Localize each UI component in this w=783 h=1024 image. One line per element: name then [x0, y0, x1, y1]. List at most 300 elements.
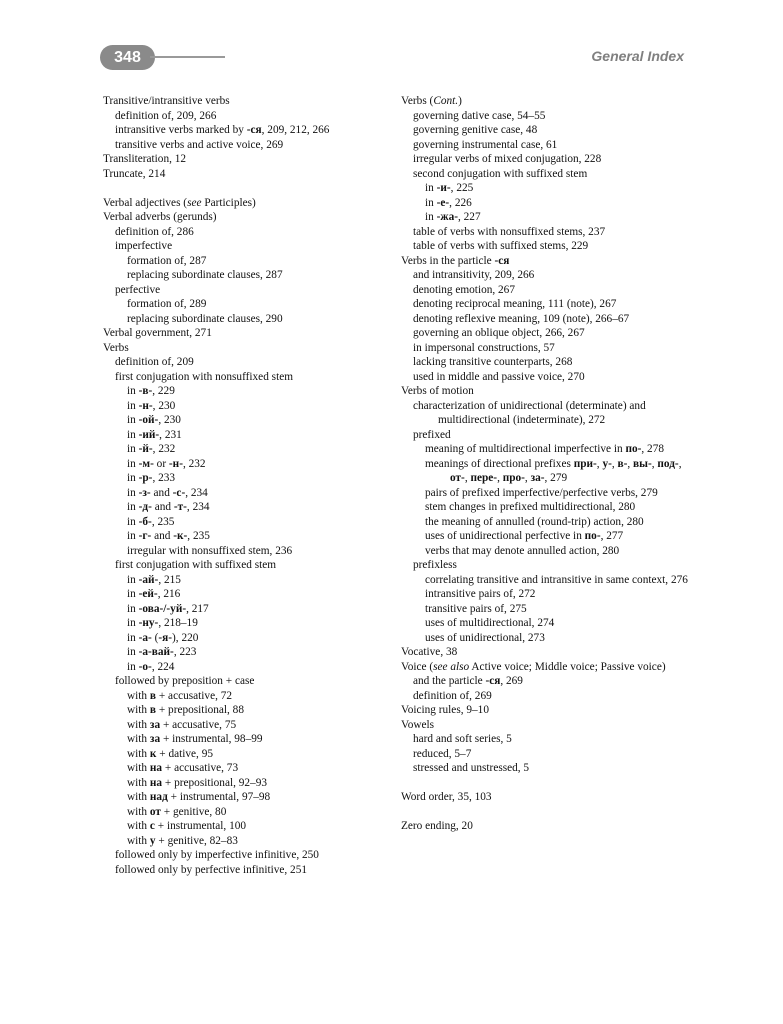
- entry-text: governing dative case, 54–55: [413, 109, 546, 122]
- index-subsubentry: [103, 428, 393, 443]
- index-subentry: [401, 428, 701, 443]
- index-subentry: [103, 355, 393, 370]
- russian-term: -н-: [138, 399, 153, 412]
- entry-text: , 235: [151, 515, 175, 528]
- entry-text: ,: [678, 457, 682, 470]
- entry-text: Verbal government, 271: [103, 327, 212, 339]
- entry-text: in: [127, 457, 139, 470]
- entry-text: intransitive pairs of, 272: [425, 588, 536, 600]
- entry-text: ,: [464, 472, 471, 484]
- entry-text: + dative, 95: [156, 747, 214, 760]
- index-subsubentry: [401, 500, 701, 515]
- entry-text: ,: [596, 457, 603, 470]
- entry-text: , 225: [450, 182, 474, 194]
- entry-text: governing genitive case, 48: [413, 124, 538, 136]
- russian-term: за: [149, 718, 161, 731]
- entry-text: with: [127, 805, 150, 818]
- entry-text: definition of, 286: [115, 225, 194, 238]
- index-subentry: [401, 326, 701, 341]
- index-subentry: [401, 747, 701, 762]
- russian-term: -е-: [436, 196, 450, 209]
- index-subsubentry: [401, 573, 701, 588]
- entry-text: in: [127, 617, 139, 629]
- index-subsubentry: [103, 544, 393, 559]
- entry-text: followed only by imperfective infinitive, 250: [115, 849, 319, 861]
- entry-text: , 232: [152, 443, 176, 455]
- index-subsubentry: [103, 834, 393, 849]
- entry-text: in: [425, 211, 437, 223]
- entry-text: , 230: [158, 414, 181, 426]
- entry-text: , 226: [449, 196, 472, 209]
- index-subsubentry: [103, 312, 393, 327]
- entry-text: Transitive/intransitive verbs: [103, 95, 230, 107]
- entry-text: uses of multidirectional, 274: [425, 617, 555, 629]
- entry-text: stem changes in prefixed multidirectional, 280: [425, 501, 636, 513]
- entry-text: prefixless: [413, 559, 457, 571]
- russian-term: под-: [657, 457, 679, 470]
- russian-term: -р-: [138, 472, 153, 484]
- entry-text: , 278: [641, 443, 664, 455]
- russian-term: у-: [602, 457, 612, 470]
- index-subentry: [103, 674, 393, 689]
- russian-term: от: [149, 805, 161, 818]
- russian-term: в: [149, 704, 157, 716]
- entry-text: , 229: [152, 385, 175, 397]
- index-entry: [103, 196, 393, 211]
- entry-text: definition of, 269: [413, 689, 492, 702]
- index-subsubentry: [401, 616, 701, 631]
- index-subsubentry: [103, 805, 393, 820]
- russian-term: -ей-: [138, 588, 158, 600]
- running-title: General Index: [591, 48, 684, 64]
- russian-term: -с-: [172, 486, 186, 499]
- entry-text: Voicing rules, 9–10: [401, 704, 489, 716]
- entry-text: uses of unidirectional perfective in: [425, 530, 585, 542]
- russian-term: -жа-: [436, 211, 458, 223]
- entry-text: , 218–19: [158, 617, 198, 629]
- italic-text: Cont.: [433, 95, 459, 107]
- entry-text: , 230: [152, 399, 176, 412]
- entry-text: + instrumental, 97–98: [167, 791, 271, 803]
- index-subsubentry: [401, 515, 701, 530]
- entry-text: , 234: [186, 501, 210, 513]
- entry-text: with: [127, 820, 150, 832]
- entry-text: Verbs of motion: [401, 385, 474, 397]
- entry-text: , 215: [158, 573, 181, 586]
- entry-text: first conjugation with suffixed stem: [115, 559, 277, 571]
- entry-text: replacing subordinate clauses, 287: [127, 269, 283, 281]
- index-subsubentry: [401, 210, 701, 225]
- entry-text: first conjugation with nonsuffixed stem: [115, 370, 294, 383]
- entry-text: with: [127, 762, 150, 774]
- russian-term: на: [149, 762, 163, 774]
- entry-text: , 232: [182, 457, 206, 470]
- index-subsubentry: [103, 689, 393, 704]
- entry-text: (: [151, 631, 159, 644]
- entry-text: intransitive verbs marked by: [115, 124, 247, 136]
- entry-text: with: [127, 834, 150, 847]
- russian-term: про-: [502, 472, 525, 484]
- entry-text: used in middle and passive voice, 270: [413, 370, 585, 383]
- entry-text: stressed and unstressed, 5: [413, 762, 530, 774]
- entry-text: irregular with nonsuffixed stem, 236: [127, 544, 293, 557]
- index-subsubentry: [103, 384, 393, 399]
- index-subsubentry: [103, 529, 393, 544]
- russian-term: -ся: [494, 254, 510, 267]
- entry-text: , 217: [186, 602, 209, 615]
- entry-text: replacing subordinate clauses, 290: [127, 312, 283, 325]
- entry-text: governing an oblique object, 266, 267: [413, 327, 585, 339]
- entry-text: pairs of prefixed imperfective/perfective verbs, 279: [425, 486, 658, 499]
- russian-term: -н-: [168, 457, 183, 470]
- index-subsubentry: [401, 631, 701, 646]
- index-subentry: [103, 138, 393, 153]
- entry-text: ), 220: [172, 631, 199, 644]
- index-subsubentry: [103, 790, 393, 805]
- index-entry: [401, 819, 701, 834]
- entry-text: governing instrumental case, 61: [413, 138, 558, 151]
- index-subsubentry: [103, 819, 393, 834]
- entry-text: Verbal adjectives (: [103, 196, 188, 209]
- index-subsubentry: [103, 500, 393, 515]
- index-subentry: [401, 152, 701, 167]
- entry-text: the meaning of annulled (round-trip) action, 280: [425, 515, 644, 528]
- russian-term: от-: [450, 472, 465, 484]
- russian-term: к: [149, 747, 157, 760]
- russian-term: -ся: [246, 124, 262, 136]
- entry-text: in: [127, 472, 139, 484]
- russian-term: -б-: [138, 515, 152, 528]
- entry-text: imperfective: [115, 240, 173, 252]
- russian-term: -а-: [138, 631, 152, 644]
- russian-term: -в-: [138, 385, 153, 397]
- index-subsubentry: [401, 181, 701, 196]
- index-subentry: [103, 239, 393, 254]
- entry-text: in impersonal constructions, 57: [413, 341, 555, 354]
- index-entry: [401, 254, 701, 269]
- entry-text: + accusative, 75: [160, 718, 237, 731]
- entry-text: in: [127, 602, 139, 615]
- entry-text: and: [151, 530, 174, 542]
- entry-text: + instrumental, 100: [154, 820, 247, 832]
- entry-text: Transliteration, 12: [103, 153, 187, 165]
- entry-text: , 233: [152, 472, 176, 484]
- entry-text: denoting reciprocal meaning, 111 (note), 267: [413, 298, 617, 310]
- index-subsubentry: [103, 442, 393, 457]
- index-entry: [103, 210, 393, 225]
- entry-text: , 216: [157, 588, 181, 600]
- entry-text: , 223: [173, 646, 197, 658]
- index-subsubentry: [401, 486, 701, 501]
- russian-term: -д-: [138, 501, 152, 513]
- entry-text: + genitive, 82–83: [155, 834, 238, 847]
- index-subentry: [401, 225, 701, 240]
- russian-term: в: [149, 689, 157, 702]
- entry-text: or: [153, 457, 169, 470]
- index-subentry: [103, 225, 393, 240]
- index-subsubentry: [103, 776, 393, 791]
- entry-text: in: [127, 588, 139, 600]
- russian-term: пере-: [470, 472, 498, 484]
- entry-text: Vowels: [401, 718, 435, 731]
- index-subsubentry: [103, 732, 393, 747]
- entry-text: and the particle: [413, 675, 486, 687]
- index-subsubentry: [103, 297, 393, 312]
- russian-term: вы-: [633, 457, 652, 470]
- russian-term: -и-: [436, 182, 451, 194]
- entry-text: irregular verbs of mixed conjugation, 228: [413, 153, 602, 165]
- entry-text: meanings of directional prefixes: [425, 457, 574, 470]
- index-subsubentry: [401, 602, 701, 617]
- index-subsubentry: [401, 544, 701, 559]
- entry-text: and intransitivity, 209, 266: [413, 269, 535, 281]
- index-subsubentry: [103, 268, 393, 283]
- index-subsubentry: [103, 573, 393, 588]
- entry-text: ,: [627, 457, 634, 470]
- russian-term: при-: [573, 457, 597, 470]
- index-subentry: [401, 674, 701, 689]
- russian-term: по-: [625, 443, 642, 455]
- russian-term: -ну-: [138, 617, 159, 629]
- entry-text: , 234: [185, 486, 208, 499]
- russian-term: -к-: [173, 530, 188, 542]
- russian-term: над: [149, 791, 168, 803]
- index-subentry: [401, 109, 701, 124]
- entry-text: Verbs: [103, 341, 129, 354]
- index-subsubentry: [401, 457, 701, 486]
- russian-term: за-: [530, 472, 545, 484]
- entry-text: Voice (: [401, 660, 434, 673]
- index-subsubentry: [103, 602, 393, 617]
- entry-text: reduced, 5–7: [413, 747, 472, 760]
- entry-text: in: [127, 399, 139, 412]
- index-subentry: [401, 239, 701, 254]
- entry-text: definition of, 209: [115, 356, 194, 368]
- index-subsubentry: [103, 413, 393, 428]
- entry-text: formation of, 287: [127, 254, 207, 267]
- entry-text: definition of, 209, 266: [115, 109, 217, 122]
- index-subentry: [401, 138, 701, 153]
- index-subentry: [401, 355, 701, 370]
- entry-text: in: [127, 501, 139, 513]
- index-subsubentry: [103, 631, 393, 646]
- index-subsubentry: [103, 747, 393, 762]
- index-entry: [103, 152, 393, 167]
- index-subsubentry: [401, 587, 701, 602]
- index-subentry: [401, 399, 701, 428]
- index-subentry: [401, 312, 701, 327]
- entry-text: with: [127, 776, 150, 789]
- russian-term: с: [149, 820, 155, 832]
- index-entry: [401, 718, 701, 733]
- entry-text: ): [458, 95, 462, 107]
- entry-text: hard and soft series, 5: [413, 733, 512, 745]
- entry-text: + prepositional, 88: [156, 704, 244, 716]
- entry-text: in: [127, 530, 139, 542]
- entry-text: in: [127, 443, 139, 455]
- entry-text: perfective: [115, 283, 161, 296]
- entry-text: uses of unidirectional, 273: [425, 631, 545, 644]
- russian-term: -г-: [138, 530, 152, 542]
- entry-text: Truncate, 214: [103, 167, 166, 180]
- entry-text: , 224: [151, 660, 175, 673]
- index-subsubentry: [103, 718, 393, 733]
- russian-term: -ай-: [138, 573, 159, 586]
- entry-text: Word order, 35, 103: [401, 791, 492, 803]
- russian-term: -м-: [138, 457, 154, 470]
- entry-text: transitive verbs and active voice, 269: [115, 138, 284, 151]
- index-entry: [103, 167, 393, 182]
- entry-text: in: [127, 515, 139, 528]
- index-subentry: [103, 283, 393, 298]
- entry-text: in: [127, 414, 139, 426]
- entry-text: , 231: [159, 428, 182, 441]
- entry-text: table of verbs with nonsuffixed stems, 237: [413, 225, 606, 238]
- entry-text: verbs that may denote annulled action, 280: [425, 544, 620, 557]
- page-number-badge: 348: [100, 45, 155, 70]
- index-subentry: [103, 123, 393, 138]
- entry-text: denoting emotion, 267: [413, 283, 515, 296]
- entry-text: + accusative, 72: [156, 689, 233, 702]
- entry-text: in: [127, 486, 139, 499]
- index-subsubentry: [401, 529, 701, 544]
- index-subentry: [401, 732, 701, 747]
- entry-text: + prepositional, 92–93: [162, 776, 267, 789]
- entry-text: Zero ending, 20: [401, 820, 473, 832]
- entry-text: , 279: [544, 472, 568, 484]
- entry-text: with: [127, 747, 150, 760]
- index-subentry: [401, 123, 701, 138]
- entry-text: followed only by perfective infinitive, 251: [115, 863, 307, 876]
- russian-term: -т-: [173, 501, 187, 513]
- index-subsubentry: [103, 471, 393, 486]
- italic-text: see also: [433, 660, 470, 673]
- index-subsubentry: [103, 457, 393, 472]
- entry-text: + genitive, 80: [160, 805, 227, 818]
- russian-term: -ой-: [138, 414, 159, 426]
- entry-text: in: [127, 573, 139, 586]
- entry-text: followed by preposition + case: [115, 675, 255, 687]
- entry-text: ,: [524, 472, 531, 484]
- entry-text: , 209, 212, 266: [261, 124, 330, 136]
- entry-text: table of verbs with suffixed stems, 229: [413, 240, 589, 252]
- index-gap: [103, 181, 393, 196]
- entry-text: formation of, 289: [127, 298, 207, 310]
- russian-term: -я-: [158, 631, 173, 644]
- index-subsubentry: [103, 761, 393, 776]
- index-entry: [103, 341, 393, 356]
- entry-text: Vocative, 38: [401, 646, 458, 658]
- index-subentry: [103, 370, 393, 385]
- index-subentry: [401, 558, 701, 573]
- index-subentry: [103, 863, 393, 878]
- index-subsubentry: [103, 645, 393, 660]
- entry-text: transitive pairs of, 275: [425, 602, 527, 615]
- russian-term: -з-: [138, 486, 151, 499]
- index-subentry: [401, 689, 701, 704]
- entry-text: denoting reflexive meaning, 109 (note), 266–67: [413, 312, 630, 325]
- index-column-left: [103, 94, 393, 877]
- entry-text: ,: [497, 472, 503, 484]
- russian-term: на: [149, 776, 163, 789]
- entry-text: in: [425, 182, 437, 194]
- entry-text: + accusative, 73: [162, 762, 239, 774]
- entry-text: and: [150, 486, 173, 499]
- index-subsubentry: [401, 442, 701, 457]
- index-subsubentry: [401, 196, 701, 211]
- entry-text: , 235: [187, 530, 210, 542]
- entry-text: correlating transitive and intransitive in same context, 276: [425, 573, 688, 586]
- entry-text: lacking transitive counterparts, 268: [413, 356, 573, 368]
- index-gap: [401, 805, 701, 820]
- index-entry: [401, 703, 701, 718]
- entry-text: and: [151, 501, 174, 513]
- index-subsubentry: [103, 515, 393, 530]
- index-subentry: [401, 167, 701, 182]
- entry-text: in: [127, 385, 139, 397]
- index-gap: [401, 776, 701, 791]
- entry-text: , 227: [458, 211, 481, 223]
- index-subentry: [103, 109, 393, 124]
- index-column-right: [401, 94, 701, 834]
- entry-text: Verbal adverbs (gerunds): [103, 211, 217, 223]
- index-subentry: [103, 558, 393, 573]
- index-subsubentry: [103, 587, 393, 602]
- russian-term: -ся: [485, 675, 501, 687]
- index-entry: [103, 94, 393, 109]
- index-entry: [103, 326, 393, 341]
- entry-text: in: [127, 631, 139, 644]
- entry-text: meaning of multidirectional imperfective in: [425, 443, 626, 455]
- index-entry: [401, 660, 701, 675]
- russian-term: за: [149, 733, 161, 745]
- index-subsubentry: [103, 616, 393, 631]
- entry-text: with: [127, 718, 150, 731]
- index-subentry: [401, 297, 701, 312]
- entry-text: Verbs in the particle: [401, 254, 495, 267]
- russian-term: -й-: [138, 443, 153, 455]
- entry-text: ,: [611, 457, 618, 470]
- entry-text: characterization of unidirectional (determinate) and multidirectional (indeterminate), 272: [413, 399, 646, 426]
- index-subsubentry: [103, 703, 393, 718]
- entry-text: with: [127, 791, 150, 803]
- entry-text: second conjugation with suffixed stem: [413, 167, 588, 180]
- index-subsubentry: [103, 486, 393, 501]
- entry-text: Participles): [201, 196, 256, 209]
- index-subentry: [401, 370, 701, 385]
- header-rule: [150, 56, 225, 58]
- page-header: [0, 0, 783, 80]
- russian-term: -а-вай-: [138, 646, 174, 658]
- russian-term: -ова-/-уй-: [138, 602, 187, 615]
- index-subentry: [401, 761, 701, 776]
- entry-text: Verbs (: [401, 95, 434, 107]
- index-entry: [401, 94, 701, 109]
- entry-text: + instrumental, 98–99: [160, 733, 263, 745]
- russian-term: в-: [617, 457, 628, 470]
- entry-text: prefixed: [413, 428, 451, 441]
- index-entry: [401, 790, 701, 805]
- index-subentry: [401, 268, 701, 283]
- russian-term: по-: [584, 530, 601, 542]
- russian-term: -о-: [138, 660, 152, 673]
- entry-text: with: [127, 704, 150, 716]
- entry-text: Active voice; Middle voice; Passive voice): [469, 660, 666, 673]
- entry-text: , 277: [600, 530, 624, 542]
- entry-text: in: [127, 660, 139, 673]
- index-subentry: [401, 341, 701, 356]
- entry-text: with: [127, 733, 150, 745]
